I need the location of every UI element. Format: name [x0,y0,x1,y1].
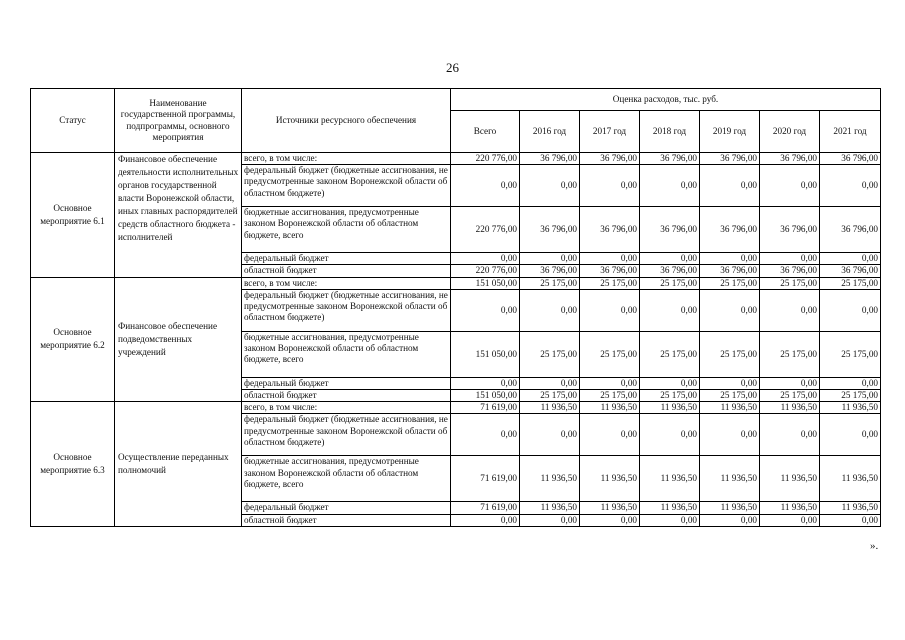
header-year-2017: 2017 год [580,111,640,153]
value-year: 25 175,00 [700,277,760,289]
section-status: Основное мероприятие 6.1 [31,153,115,278]
value-year: 0,00 [640,253,700,265]
header-row-top [31,89,881,111]
value-total: 151 050,00 [451,277,520,289]
section-status: Основное мероприятие 6.2 [31,277,115,402]
value-total: 220 776,00 [451,265,520,277]
resource-source: всего, в том числе: [242,153,451,165]
value-year: 0,00 [700,414,760,456]
value-year: 0,00 [520,514,580,526]
value-year: 36 796,00 [640,265,700,277]
resource-source: всего, в том числе: [242,277,451,289]
value-year: 25 175,00 [580,277,640,289]
header-name: Наименование государственной программы, подпрограммы, основного мероприятия [115,89,242,153]
value-total: 71 619,00 [451,502,520,514]
value-year: 0,00 [820,414,881,456]
value-year: 0,00 [640,377,700,389]
value-total: 0,00 [451,165,520,207]
section-status: Основное мероприятие 6.3 [31,402,115,527]
value-year: 25 175,00 [700,331,760,377]
value-year: 0,00 [520,289,580,331]
section-3-row-total [31,402,881,414]
value-year: 11 936,50 [640,456,700,502]
value-year: 36 796,00 [520,153,580,165]
resource-source: федеральный бюджет (бюджетные ассигнования, не предусмотренные законом Воронежской области об областном бюджете) [242,165,451,207]
value-year: 0,00 [580,165,640,207]
value-year: 36 796,00 [700,153,760,165]
section-name: Финансовое обеспечение подведомственных учреждений [115,277,242,402]
value-year: 0,00 [760,165,820,207]
section-name: Осуществление переданных полномочий [115,402,242,527]
value-total: 0,00 [451,377,520,389]
value-year: 0,00 [700,514,760,526]
value-year: 0,00 [760,377,820,389]
value-year: 36 796,00 [520,265,580,277]
value-year: 25 175,00 [640,331,700,377]
value-year: 11 936,50 [820,502,881,514]
value-year: 36 796,00 [820,207,881,253]
value-year: 11 936,50 [700,456,760,502]
value-year: 11 936,50 [580,456,640,502]
header-year-2020: 2020 год [760,111,820,153]
header-year-2018: 2018 год [640,111,700,153]
value-year: 0,00 [520,414,580,456]
value-year: 0,00 [760,253,820,265]
value-total: 0,00 [451,289,520,331]
value-total: 151 050,00 [451,331,520,377]
value-year: 11 936,50 [760,402,820,414]
value-year: 25 175,00 [760,277,820,289]
value-year: 0,00 [760,514,820,526]
value-year: 0,00 [580,514,640,526]
section-name: Финансовое обеспечение деятельности исполнительных органов государственной власти Воронежской области, иных главных распорядителей средств областного бюджета - исполнителей [115,153,242,278]
value-year: 25 175,00 [580,331,640,377]
value-year: 36 796,00 [520,207,580,253]
header-sources: Источники ресурсного обеспечения [242,89,451,153]
resource-source: областной бюджет [242,265,451,277]
value-total: 220 776,00 [451,153,520,165]
value-year: 0,00 [760,289,820,331]
section-2-row-total [31,277,881,289]
value-year: 0,00 [580,414,640,456]
header-year-2016: 2016 год [520,111,580,153]
value-year: 0,00 [820,165,881,207]
value-year: 0,00 [820,514,881,526]
value-year: 11 936,50 [820,456,881,502]
resource-source: бюджетные ассигнования, предусмотренные законом Воронежской области об областном бюджете, всего [242,456,451,502]
header-year-2021: 2021 год [820,111,881,153]
budget-table [30,88,881,527]
value-year: 11 936,50 [820,402,881,414]
value-year: 0,00 [580,377,640,389]
value-year: 11 936,50 [760,502,820,514]
resource-source: федеральный бюджет (бюджетные ассигнования, не предусмотренные законом Воронежской области об областном бюджете) [242,414,451,456]
value-year: 0,00 [580,289,640,331]
value-year: 0,00 [520,165,580,207]
value-year: 25 175,00 [820,277,881,289]
value-year: 11 936,50 [520,502,580,514]
section-1-row-total [31,153,881,165]
value-year: 0,00 [640,514,700,526]
value-year: 11 936,50 [580,502,640,514]
value-year: 25 175,00 [820,390,881,402]
resource-source: всего, в том числе: [242,402,451,414]
value-year: 36 796,00 [760,265,820,277]
header-status: Статус [31,89,115,153]
value-year: 25 175,00 [580,390,640,402]
value-year: 0,00 [700,253,760,265]
value-year: 36 796,00 [580,207,640,253]
header-year-total: Всего [451,111,520,153]
value-total: 0,00 [451,414,520,456]
resource-source: федеральный бюджет [242,253,451,265]
value-year: 0,00 [700,165,760,207]
value-year: 0,00 [640,289,700,331]
value-year: 11 936,50 [760,456,820,502]
value-year: 11 936,50 [520,402,580,414]
value-year: 36 796,00 [760,207,820,253]
value-year: 11 936,50 [700,502,760,514]
value-year: 11 936,50 [700,402,760,414]
resource-source: областной бюджет [242,390,451,402]
value-year: 25 175,00 [640,277,700,289]
page-number: 26 [446,60,459,75]
value-year: 0,00 [520,253,580,265]
value-year: 36 796,00 [580,265,640,277]
value-year: 0,00 [520,377,580,389]
value-year: 11 936,50 [580,402,640,414]
value-year: 25 175,00 [700,390,760,402]
resource-source: бюджетные ассигнования, предусмотренные законом Воронежской области об областном бюджете, всего [242,331,451,377]
resource-source: федеральный бюджет [242,502,451,514]
value-year: 25 175,00 [760,390,820,402]
value-year: 0,00 [700,289,760,331]
value-year: 25 175,00 [640,390,700,402]
value-total: 0,00 [451,514,520,526]
value-year: 36 796,00 [580,153,640,165]
value-total: 71 619,00 [451,456,520,502]
value-total: 220 776,00 [451,207,520,253]
value-year: 25 175,00 [760,331,820,377]
value-year: 0,00 [760,414,820,456]
value-year: 36 796,00 [700,207,760,253]
closing-mark: ». [870,540,879,552]
value-total: 0,00 [451,253,520,265]
value-year: 36 796,00 [700,265,760,277]
value-year: 25 175,00 [520,331,580,377]
value-year: 36 796,00 [820,153,881,165]
resource-source: бюджетные ассигнования, предусмотренные законом Воронежской области об областном бюджете, всего [242,207,451,253]
value-year: 36 796,00 [760,153,820,165]
value-year: 0,00 [640,414,700,456]
value-year: 25 175,00 [820,331,881,377]
value-year: 25 175,00 [520,390,580,402]
value-total: 151 050,00 [451,390,520,402]
value-year: 0,00 [820,253,881,265]
value-year: 11 936,50 [520,456,580,502]
value-year: 11 936,50 [640,502,700,514]
value-year: 0,00 [820,377,881,389]
value-year: 25 175,00 [520,277,580,289]
value-year: 0,00 [700,377,760,389]
value-total: 71 619,00 [451,402,520,414]
value-year: 36 796,00 [640,153,700,165]
value-year: 0,00 [640,165,700,207]
resource-source: федеральный бюджет (бюджетные ассигнования, не предусмотренные законом Воронежской области об областном бюджете) [242,289,451,331]
resource-source: федеральный бюджет [242,377,451,389]
value-year: 36 796,00 [820,265,881,277]
value-year: 0,00 [820,289,881,331]
value-year: 11 936,50 [640,402,700,414]
value-year: 36 796,00 [640,207,700,253]
resource-source: областной бюджет [242,514,451,526]
header-estimate: Оценка расходов, тыс. руб. [451,89,881,111]
header-year-2019: 2019 год [700,111,760,153]
value-year: 0,00 [580,253,640,265]
